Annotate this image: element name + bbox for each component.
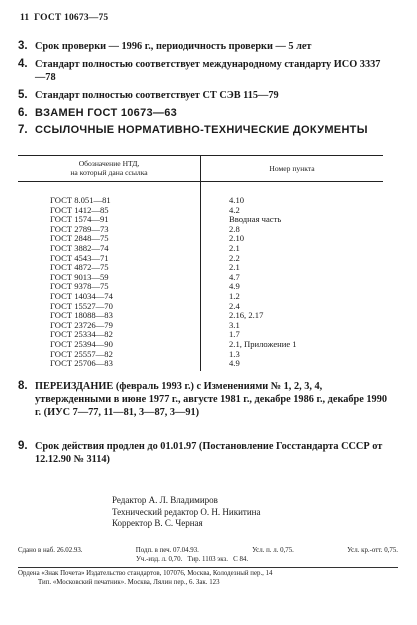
cell-clause: 4.9 [229, 358, 240, 369]
cell-designation: ГОСТ 4872—75 [18, 263, 201, 273]
item-text: ССЫЛОЧНЫЕ НОРМАТИВНО-ТЕХНИЧЕСКИЕ ДОКУМЕНТЫ [35, 124, 368, 136]
item-number: 9. [18, 440, 28, 452]
item-3 [18, 40, 388, 53]
cell-designation: ГОСТ 15527—70 [18, 302, 201, 312]
cell-clause: 2.1 [229, 262, 240, 273]
cell-designation: ГОСТ 25334—82 [18, 330, 201, 340]
cell-clause: 2.1, Приложение 1 [229, 338, 297, 349]
cell-clause: 2.10 [229, 233, 245, 244]
publisher-block [18, 570, 398, 587]
cell-clause: 2.8 [229, 223, 240, 234]
cell-designation: ГОСТ 2848—75 [18, 234, 201, 244]
cell-clause: 4.7 [229, 271, 240, 282]
item-9 [18, 440, 388, 466]
cell-clause: 4.9 [229, 281, 240, 292]
item-number: 8. [18, 380, 28, 392]
standard-designation: ГОСТ 10673—75 [34, 13, 109, 23]
cell-designation: ГОСТ 9378—75 [18, 282, 201, 292]
cell-clause: Вводная часть [229, 214, 282, 225]
cell-clause: 4.2 [229, 204, 240, 215]
cell-designation: ГОСТ 25394—90 [18, 340, 201, 350]
cell-designation: ГОСТ 25706—83 [18, 359, 201, 371]
column-header-clause: Номер пункта [201, 156, 384, 182]
cell-designation: ГОСТ 1574—91 [18, 215, 201, 225]
editor: Редактор А. Л. Владимиров [112, 495, 218, 505]
printer-line: Тип. «Московский печатник». Москва, Лялин пер., 6. Зак. 123 [38, 578, 220, 586]
imprint-rule [18, 567, 398, 568]
cell-designation: ГОСТ 1412—85 [18, 206, 201, 216]
cell-clause: 3.1 [229, 319, 240, 330]
item-7 [18, 124, 388, 137]
page-header [20, 13, 108, 23]
item-text: ВЗАМЕН ГОСТ 10673—63 [35, 107, 178, 119]
cell-designation: ГОСТ 8.051—81 [18, 196, 201, 206]
cell-designation: ГОСТ 4543—71 [18, 254, 201, 264]
column-header-designation: Обозначение НТД, на который дана ссылка [18, 156, 201, 182]
cell-designation: ГОСТ 3882—74 [18, 244, 201, 254]
cell-clause: 1.3 [229, 348, 240, 359]
cell-designation: ГОСТ 23726—79 [18, 321, 201, 331]
cell-designation: ГОСТ 14034—74 [18, 292, 201, 302]
item-4 [18, 58, 388, 84]
item-number: 6. [18, 107, 28, 119]
editors-block [112, 495, 261, 530]
tech-editor: Технический редактор О. Н. Никитина [112, 506, 261, 517]
cell-clause: 4.10 [229, 195, 245, 205]
item-text: Срок действия продлен до 01.01.97 (Постановление Госстандарта СССР от 12.12.90 № 3114) [35, 441, 383, 465]
imprint-line-2: Уч.-изд. л. 0,70. Тир. 1103 экз. С 84. [136, 555, 249, 563]
table-row [18, 359, 383, 371]
publisher-line: Ордена «Знак Почета» Издательство стандартов, 107076, Москва, Колодезный пер., 14 [18, 570, 273, 577]
page-number: 11 [20, 13, 30, 23]
item-text: Стандарт полностью соответствует СТ СЭВ 115—79 [35, 90, 279, 101]
item-number: 5. [18, 89, 28, 101]
cell-designation: ГОСТ 18088—83 [18, 311, 201, 321]
cell-clause: 2.16, 2.17 [229, 310, 264, 321]
corrector: Корректор В. С. Черная [112, 518, 203, 528]
item-text: Стандарт полностью соответствует международному стандарту ИСО 3337—78 [35, 59, 381, 83]
item-5 [18, 89, 388, 102]
cell-clause: 1.2 [229, 290, 240, 301]
imprint-line-1: Сдано в наб. 26.02.93. Подп. в печ. 07.04.93. Усл. п. л. 0,75. Усл. кр.-отт. 0,75. [18, 547, 398, 554]
references-table [18, 155, 383, 371]
item-text: ПЕРЕИЗДАНИЕ (февраль 1993 г.) с Изменениями № 1, 2, 3, 4, утвержденными в июне 1977 г., августе 1981 г., декабре 1986 г., декабре 1990 г. (ИУС 7—77, 11—81, 3—87, 3—91) [35, 381, 387, 418]
item-number: 4. [18, 58, 28, 70]
cell-designation: ГОСТ 2789—73 [18, 225, 201, 235]
cell-designation: ГОСТ 9013—59 [18, 273, 201, 283]
item-6 [18, 107, 388, 120]
item-text: Срок проверки — 1996 г., периодичность проверки — 5 лет [35, 41, 312, 52]
item-8 [18, 380, 388, 419]
item-number: 7. [18, 124, 28, 136]
imprint-block [18, 547, 398, 564]
cell-clause: 2.4 [229, 300, 240, 311]
cell-clause: 1.7 [229, 329, 240, 340]
cell-clause: 2.2 [229, 252, 240, 263]
cell-clause: 2.1 [229, 242, 240, 253]
cell-designation: ГОСТ 25557—82 [18, 350, 201, 360]
item-number: 3. [18, 40, 28, 52]
table-header-row [18, 156, 383, 182]
